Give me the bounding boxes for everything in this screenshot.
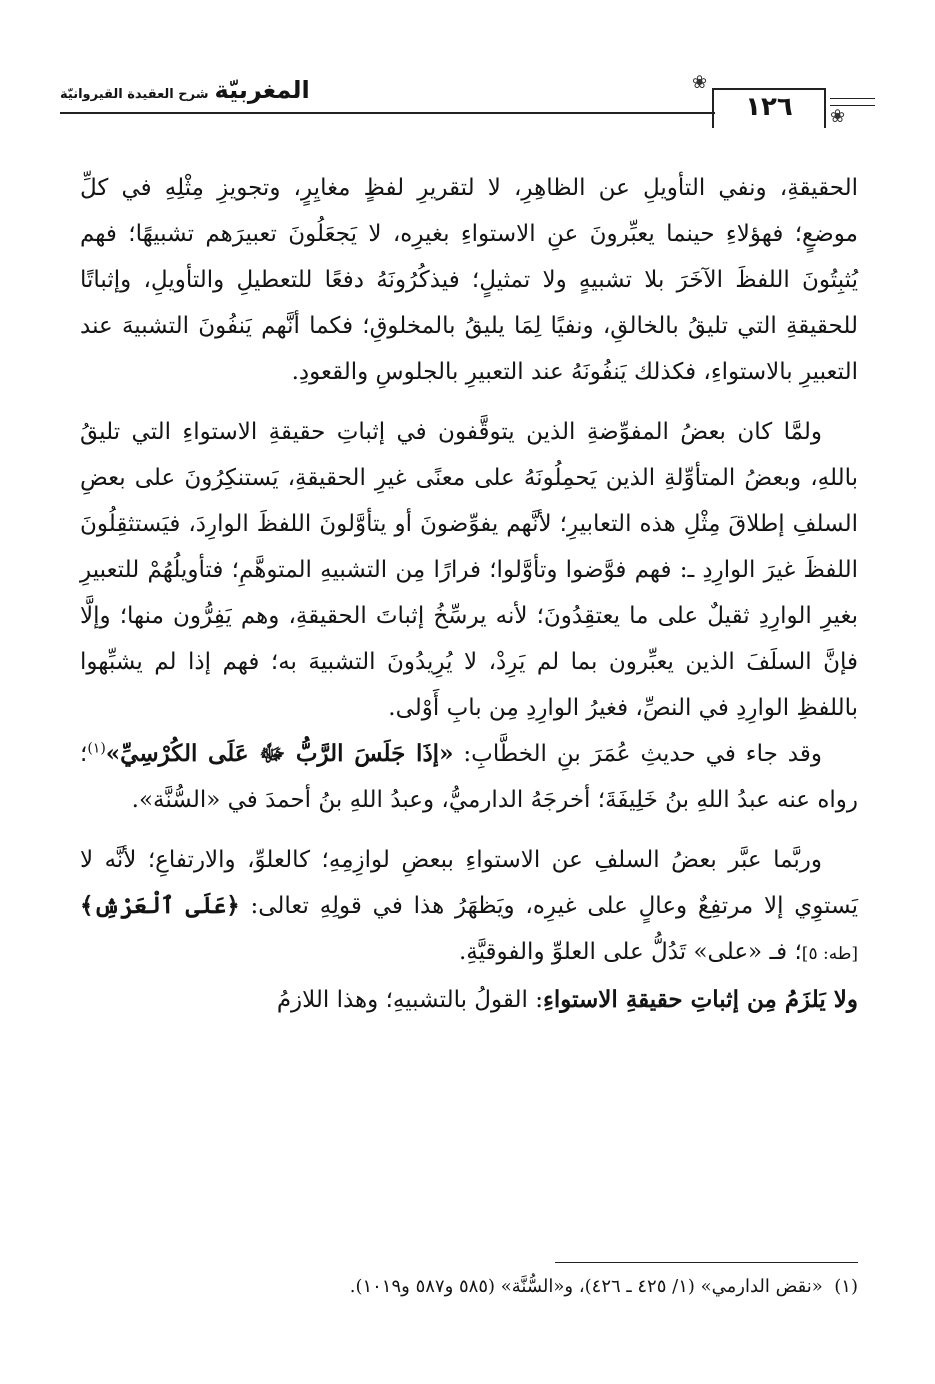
verse-reference: [طه: ٥] [801,944,858,964]
paragraph [80,837,858,977]
paragraph-text: وقد جاء في حديثِ عُمَرَ بنِ الخطَّابِ: [453,741,822,767]
paragraph-text: ؛ رواه عنه عبدُ اللهِ بنُ خَلِيفَةَ؛ أخرجَهُ الدارميُّ، وعبدُ اللهِ بنُ أحمدَ في «السُّنَّة». [80,741,858,813]
footnote [80,1272,858,1302]
book-title-main: المغربيّة [214,76,310,104]
book-title-subtitle: شرح العقيدة القيروانيّة [60,87,209,102]
footnote-text: «نقض الدارمي» (١/ ٤٢٥ ـ ٤٢٦)، و«السُّنَّة» (٥٨٥ و٥٨٧ و١٠١٩). [349,1276,823,1297]
page-number: ١٢٦ [745,92,793,122]
book-title [60,76,310,104]
quran-verse: ﴿عَلَى ٱلْعَرْشِ﴾ [80,892,240,919]
main-text [80,165,858,1023]
paragraph-text: ؛ فـ «على» تَدُلُّ على العلوِّ والفوقيَّةِ. [458,939,802,965]
paragraph: ولمَّا كان بعضُ المفوِّضةِ الذين يتوقَّفون في إثباتِ حقيقةِ الاستواءِ التي تليقُ باللهِ، وبعضُ المتأوِّلةِ الذين يَحمِلُونَهُ على معنًى غيرِ الحقيقةِ، يَستنكِرُونَ على بعضِ السلفِ إطلاقَ مِثْلِ هذه التعابيرِ؛ لأنَّهم يفوِّضونَ أو يتأوَّلونَ اللفظَ الوارِدَ، فيَستثقِلُونَ اللفظَ غيرَ الوارِدِ ـ: فهم فوَّضوا وتأوَّلوا؛ فرارًا مِن التشبيهِ المتوهَّمِ؛ فتأويلُهُمْ للتعبيرِ بغيرِ الوارِدِ ثقيلٌ على ما يعتقِدُونَ؛ لأنه يرسِّخُ إثباتَ الحقيقةِ، وهم يَفِرُّون منها؛ وإلَّا فإنَّ السلَفَ الذين يعبِّرون بما لم يَرِدْ، لا يُرِيدُونَ التشبيهَ به؛ فهم إذا لم يشبِّهوا باللفظِ الوارِدِ في النصِّ، فغيرُ الوارِدِ مِن بابِ أَوْلى. [80,419,858,721]
paragraph-text: وربَّما عبَّر بعضُ السلفِ عن الاستواءِ ببعضِ لوازِمِهِ؛ كالعلوِّ، والارتفاعِ؛ لأنَّه لا يَستوِي إلا مرتفِعٌ وعالٍ على غيرِه، ويَظهَرُ هذا في قولِهِ تعالى: [80,847,858,919]
paragraph [80,731,858,823]
paragraph [80,977,858,1023]
paragraph: الحقيقةِ، ونفي التأويلِ عن الظاهِرِ، لا لتقريرِ لفظٍ مغايِرٍ، وتجويزِ مِثْلِهِ في كلِّ موضعٍ؛ فهؤلاءِ حينما يعبِّرونَ عنِ الاستواءِ بغيرِه، لا يَجعَلُونَ تعبيرَهم تشبيهًا؛ فهم يُثبِتُونَ اللفظَ الآخَرَ بلا تشبيهٍ ولا تمثيلٍ؛ فيذكُرُونَهُ دفعًا للتعطيلِ والتأويلِ، وإثباتًا للحقيقةِ التي تليقُ بالخالقِ، ونفيًا لِمَا يليقُ بالمخلوقِ؛ فكما أنَّهم يَنفُونَ التشبيهَ عند التعبيرِ بالاستواءِ، فكذلك يَنفُونَهُ عند التعبيرِ بالجلوسِ والقعودِ. [80,175,858,385]
running-header [40,70,895,134]
page-number-box [712,88,826,128]
header-rule [60,112,715,114]
footnote-marker: (١) [87,740,106,757]
footnote-separator [555,1262,858,1263]
footnote-marker: (١) [834,1276,858,1297]
hadith-quote: «إذَا جَلَسَ الرَّبُّ ﷻ عَلَى الكُرْسِيِّ» [105,740,454,767]
ornament-icon: ❀ [692,72,708,93]
bold-heading-text: ولا يَلزَمُ مِن إثباتِ حقيقةِ الاستواءِ [543,986,858,1013]
ornament-icon: ❀ [830,106,846,127]
paragraph-text: : القولُ بالتشبيهِ؛ وهذا اللازمُ [276,987,543,1013]
